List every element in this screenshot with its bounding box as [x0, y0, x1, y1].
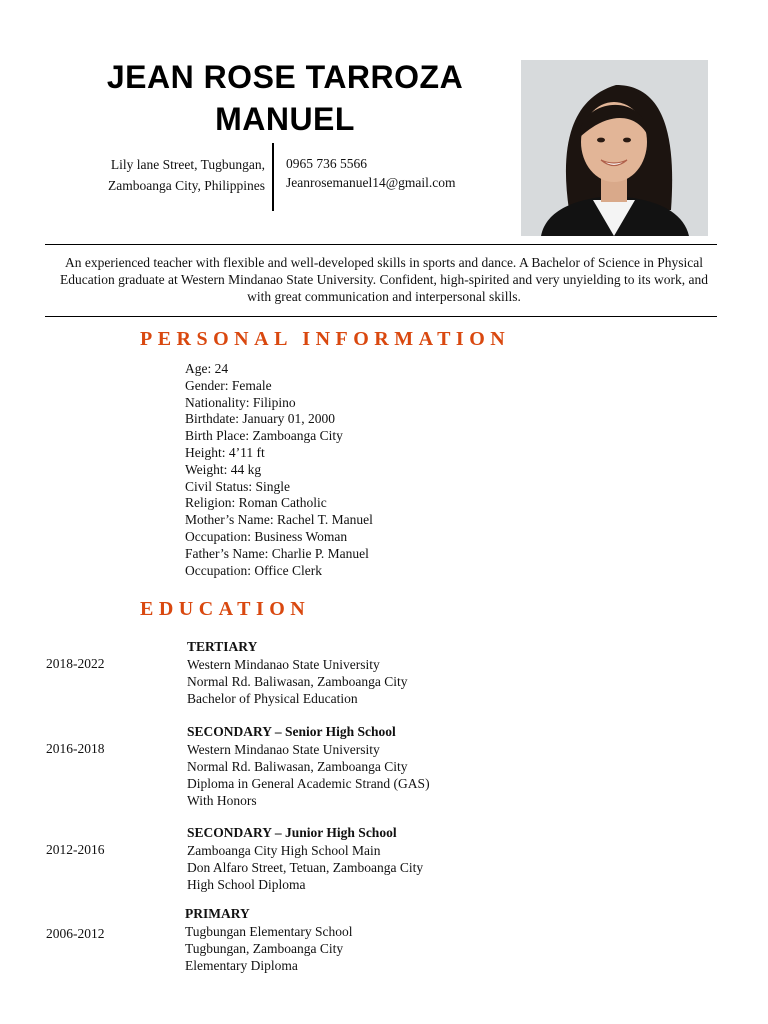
education-entry [187, 723, 430, 809]
education-entry [187, 638, 407, 707]
education-level: SECONDARY – Senior High School [187, 724, 396, 739]
portrait-illustration [521, 60, 708, 236]
professional-summary: An experienced teacher with flexible and well-developed skills in sports and dance. A Bachelor of Science in Physical Education graduate at Western Mindanao State University. Confident, high-spirited and very unyielding to its work, and with great communication and interpersonal skills. [60, 255, 708, 304]
education-years: 2012-2016 [46, 842, 105, 857]
info-age: Age: 24 [185, 361, 229, 376]
education-level: SECONDARY – Junior High School [187, 825, 397, 840]
top-rule [45, 244, 717, 245]
contact-info [286, 154, 456, 192]
education-detail: Bachelor of Physical Education [187, 691, 358, 706]
header-divider [272, 143, 274, 211]
address-line-1: Lily lane Street, Tugbungan, [110, 157, 265, 172]
address [60, 154, 265, 196]
education-level: TERTIARY [187, 639, 258, 654]
bottom-rule [45, 316, 717, 317]
education-detail: Elementary Diploma [185, 958, 298, 973]
info-father-occupation: Occupation: Office Clerk [185, 562, 322, 578]
info-birth-place: Birth Place: Zamboanga City [185, 428, 343, 444]
personal-information-list [185, 361, 373, 579]
education-detail: High School Diploma [187, 877, 306, 892]
info-religion: Religion: Roman Catholic [185, 495, 327, 511]
info-height: Height: 4’11 ft [185, 444, 265, 460]
address-line-2: Zamboanga City, Philippines [108, 178, 265, 193]
name-line-2: MANUEL [215, 101, 355, 137]
phone-number: 0965 736 5566 [286, 156, 367, 171]
education-detail: Tugbungan Elementary School [185, 924, 353, 939]
education-years: 2018-2022 [46, 656, 105, 671]
info-mother-occupation: Occupation: Business Woman [185, 528, 348, 544]
education-heading: EDUCATION [140, 598, 311, 620]
education-level: PRIMARY [185, 906, 250, 921]
education-detail: Normal Rd. Baliwasan, Zamboanga City [187, 674, 408, 689]
education-detail: Western Mindanao State University [187, 742, 380, 757]
education-detail: With Honors [187, 793, 257, 808]
info-civil-status: Civil Status: Single [185, 478, 291, 494]
info-father-name: Father’s Name: Charlie P. Manuel [185, 545, 369, 561]
education-years: 2016-2018 [46, 741, 105, 756]
education-entry [187, 824, 423, 893]
education-detail: Zamboanga City High School Main [187, 843, 381, 858]
profile-photo [521, 60, 708, 236]
education-years: 2006-2012 [46, 926, 105, 941]
education-detail: Western Mindanao State University [187, 657, 380, 672]
info-mother-name: Mother’s Name: Rachel T. Manuel [185, 512, 373, 528]
education-detail: Don Alfaro Street, Tetuan, Zamboanga City [187, 860, 424, 875]
info-weight: Weight: 44 kg [185, 461, 262, 477]
info-nationality: Nationality: Filipino [185, 394, 296, 410]
info-birthdate: Birthdate: January 01, 2000 [185, 411, 335, 427]
personal-information-heading: PERSONAL INFORMATION [140, 328, 511, 350]
education-entry [185, 905, 352, 974]
education-detail: Tugbungan, Zamboanga City [185, 941, 344, 956]
candidate-name [40, 56, 530, 140]
email-address: Jeanrosemanuel14@gmail.com [286, 175, 456, 190]
education-detail: Diploma in General Academic Strand (GAS) [187, 776, 430, 791]
education-detail: Normal Rd. Baliwasan, Zamboanga City [187, 759, 408, 774]
info-gender: Gender: Female [185, 377, 272, 393]
name-line-1: JEAN ROSE TARROZA [106, 59, 464, 95]
